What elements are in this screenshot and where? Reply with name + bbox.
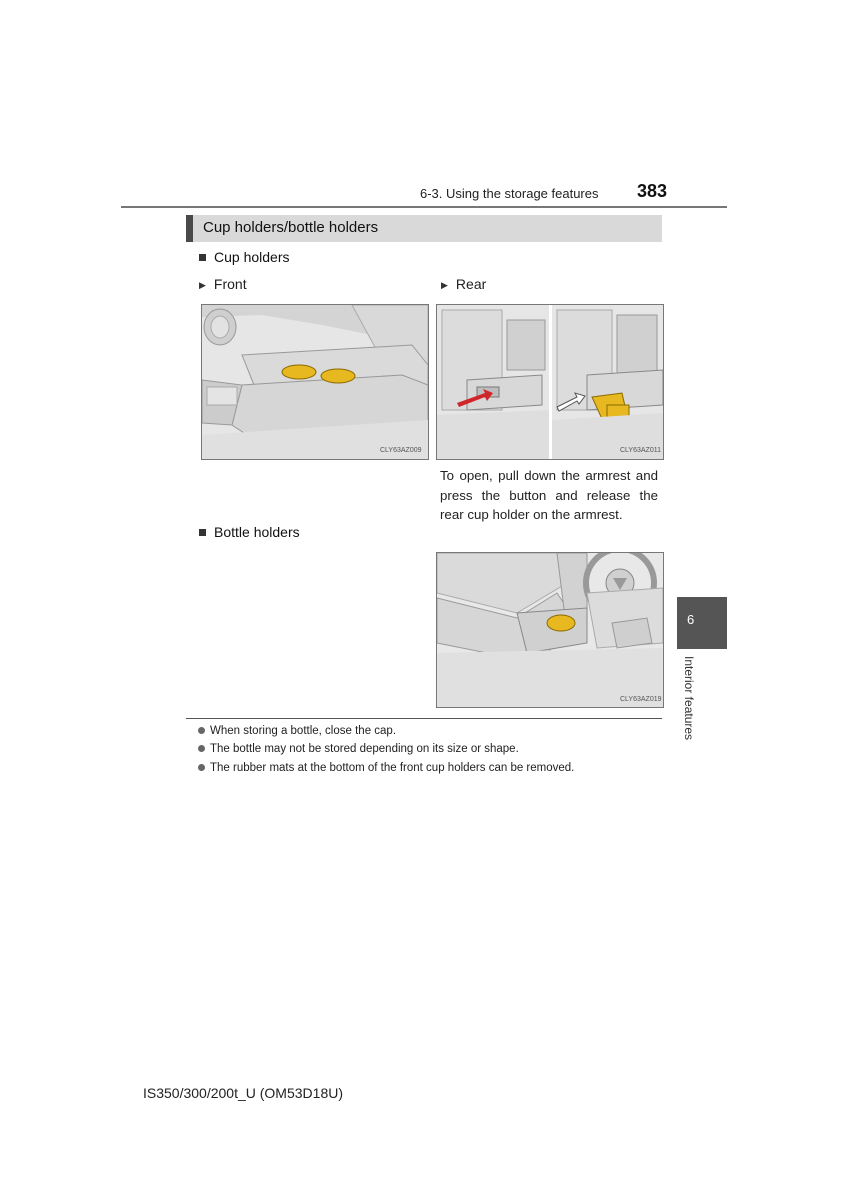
bullet-dot-icon	[198, 764, 205, 771]
bullet-dot-icon	[198, 745, 205, 752]
cup-holders-heading	[199, 249, 290, 265]
image-code: CLY63AZ019	[620, 696, 662, 703]
note-item	[198, 762, 574, 774]
chapter-label: Interior features	[682, 656, 696, 741]
footer-model-code: IS350/300/200t_U (OM53D18U)	[143, 1085, 343, 1101]
rear-label-text: Rear	[455, 276, 487, 292]
triangle-bullet-icon: ▶	[199, 279, 206, 290]
note-text: When storing a bottle, close the cap.	[210, 725, 397, 737]
front-label	[199, 276, 247, 292]
rear-armrest-drawing	[437, 305, 663, 459]
chapter-number: 6	[687, 612, 695, 627]
square-bullet-icon	[199, 254, 206, 261]
section-title-bar	[186, 215, 662, 242]
bottle-holders-heading-text: Bottle holders	[214, 524, 300, 540]
front-label-text: Front	[213, 276, 247, 292]
bottle-holders-heading	[199, 524, 300, 540]
front-cup-holder-illustration	[201, 304, 429, 460]
front-console-drawing	[202, 305, 428, 459]
image-code: CLY63AZ011	[620, 447, 661, 454]
square-bullet-icon	[199, 529, 206, 536]
page-number: 383	[637, 181, 668, 201]
rear-cup-holder-description: To open, pull down the armrest and press the button and release the rear cup holder on the armrest.	[440, 468, 658, 522]
note-item	[198, 725, 396, 737]
note-text: The bottle may not be stored depending on its size or shape.	[210, 743, 519, 755]
note-text: The rubber mats at the bottom of the front cup holders can be removed.	[210, 762, 575, 774]
door-pocket-drawing	[437, 553, 663, 707]
notes-divider	[186, 718, 662, 719]
bullet-dot-icon	[198, 727, 205, 734]
section-title: Cup holders/bottle holders	[203, 219, 379, 236]
chapter-tab	[677, 597, 727, 649]
running-header-section: 6-3. Using the storage features	[420, 186, 599, 201]
rear-label	[441, 276, 486, 292]
image-code: CLY63AZ009	[380, 447, 422, 454]
bottle-holder-illustration	[436, 552, 664, 708]
header-rule	[121, 206, 727, 208]
rear-cup-holder-illustration	[436, 304, 664, 460]
cup-holders-heading-text: Cup holders	[214, 249, 290, 265]
note-item	[198, 743, 519, 755]
triangle-bullet-icon: ▶	[441, 279, 448, 290]
